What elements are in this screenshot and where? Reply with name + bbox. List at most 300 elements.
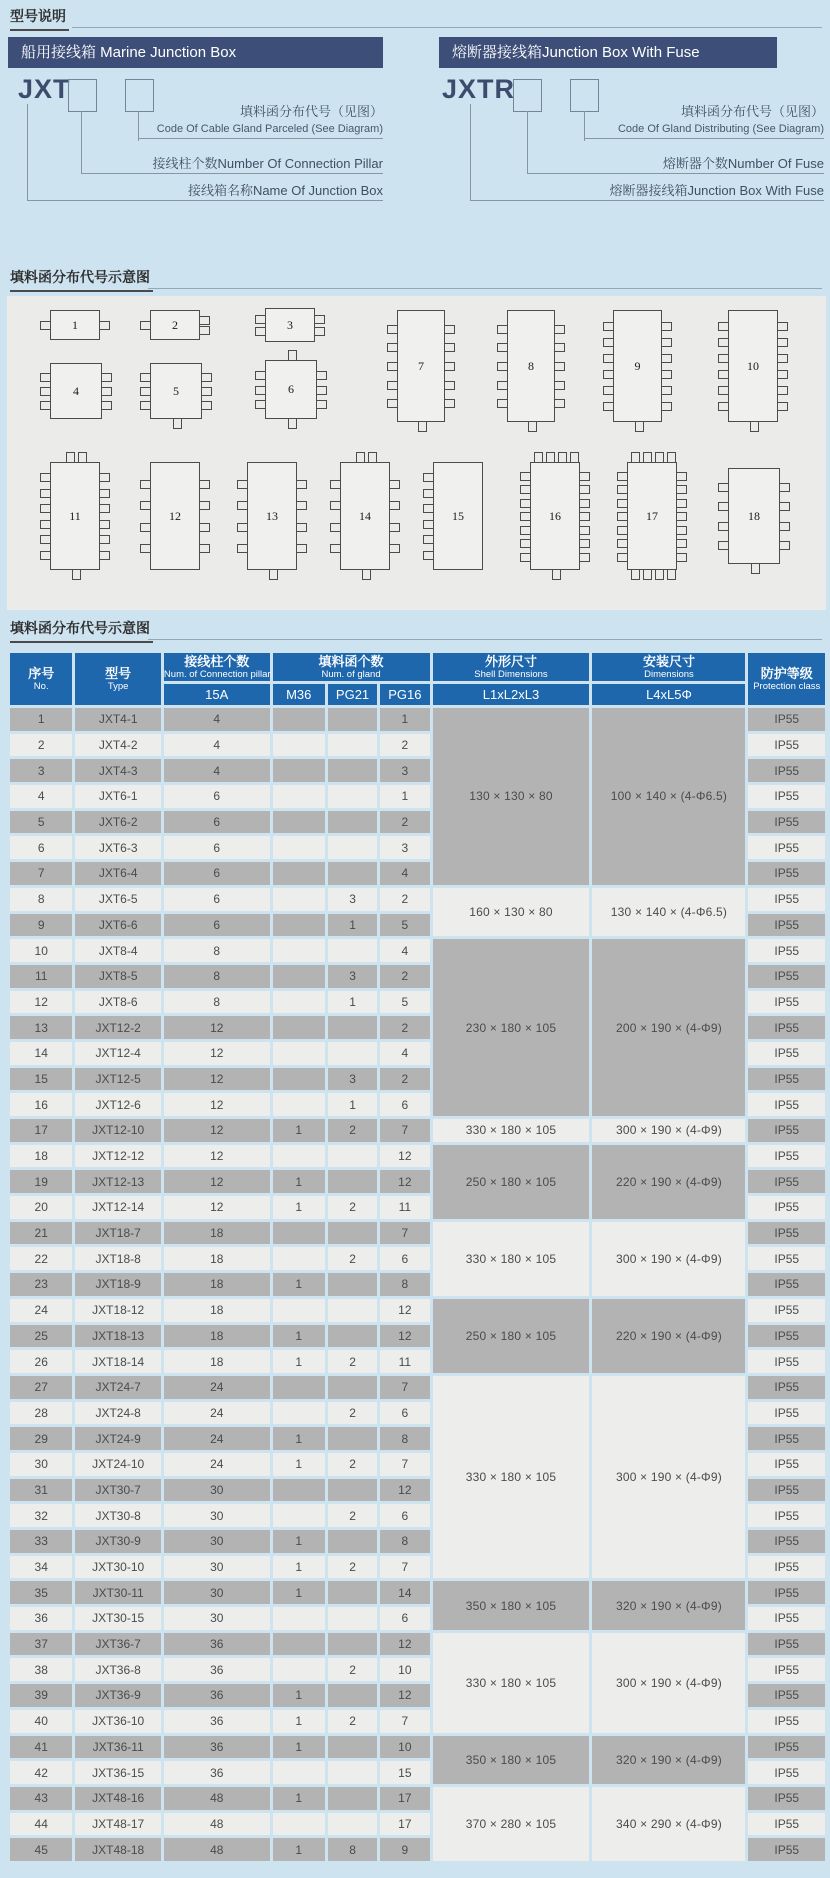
cell-protection: IP55 [748,862,825,885]
cell-type: JXT48-18 [75,1838,161,1861]
gland-tab [444,343,455,352]
cell-pg16: 12 [380,1299,429,1322]
gland-tab [40,473,51,482]
cell-15a: 36 [164,1633,270,1656]
cell-type: JXT18-9 [75,1273,161,1296]
gland-tab [661,338,672,347]
gland-tab [617,472,628,481]
gland-tab [779,483,790,492]
gland-tab [777,354,788,363]
gland-tab [423,535,434,544]
cell-no: 32 [10,1504,72,1527]
cell-pg16: 7 [380,1556,429,1579]
gland-code-number: 7 [418,359,424,373]
cell-no: 11 [10,965,72,988]
cell-protection: IP55 [748,1376,825,1399]
cell-protection: IP55 [748,1787,825,1810]
cell-shell-dim: 250 × 180 × 105 [433,1145,590,1219]
cell-m36 [273,1093,325,1116]
cell-m36 [273,888,325,911]
gland-tab [718,322,729,331]
gland-tab [718,338,729,347]
cell-pg21: 2 [328,1119,377,1142]
gland-code-number: 11 [69,509,81,523]
gland-code-number: 12 [169,509,181,523]
gland-code-box-3 [265,308,315,342]
cell-protection: IP55 [748,1299,825,1322]
gland-code-label-en: Code Of Cable Gland Parceled (See Diagram) [156,123,383,135]
gland-code-number: 15 [452,509,464,523]
gland-tab [423,473,434,482]
cell-no: 6 [10,836,72,859]
cell-pg21: 1 [328,1093,377,1116]
cell-15a: 8 [164,991,270,1014]
gland-tab [617,512,628,521]
gland-tab [617,553,628,562]
gland-tab [40,535,51,544]
cell-protection: IP55 [748,1710,825,1733]
table-row [10,1787,825,1810]
cell-type: JXT36-10 [75,1710,161,1733]
cell-pg21 [328,1170,377,1193]
cell-m36 [273,1145,325,1168]
cell-no: 14 [10,1042,72,1065]
gland-code-box-11 [50,462,100,570]
cell-pg21 [328,1299,377,1322]
cell-m36 [273,1607,325,1630]
cell-pg16: 4 [380,1042,429,1065]
gland-tab [78,452,87,463]
gland-tab [777,402,788,411]
marine-junction-box-bar: 船用接线箱 Marine Junction Box [8,37,383,68]
cell-type: JXT30-10 [75,1556,161,1579]
gland-tab [269,569,278,580]
gland-tab [534,452,543,463]
gland-tab [201,373,212,382]
cell-15a: 24 [164,1453,270,1476]
cell-15a: 12 [164,1068,270,1091]
cell-pg16: 3 [380,759,429,782]
cell-15a: 30 [164,1504,270,1527]
gland-tab [444,325,455,334]
cell-type: JXT36-9 [75,1684,161,1707]
cell-pg16: 2 [380,811,429,834]
gland-tab [140,501,151,510]
gland-tab [423,504,434,513]
cell-protection: IP55 [748,965,825,988]
gland-tab [99,489,110,498]
cell-15a: 12 [164,1170,270,1193]
cell-type: JXT4-2 [75,734,161,757]
cell-no: 24 [10,1299,72,1322]
cell-type: JXT30-9 [75,1530,161,1553]
cell-pg16: 7 [380,1376,429,1399]
cell-type: JXT8-5 [75,965,161,988]
cell-no: 9 [10,914,72,937]
cell-protection: IP55 [748,759,825,782]
cell-no: 33 [10,1530,72,1553]
cell-no: 17 [10,1119,72,1142]
cell-protection: IP55 [748,1016,825,1039]
gland-code-label-fuse-en: Code Of Gland Distributing (See Diagram) [617,123,824,135]
gland-tab [718,402,729,411]
gland-tab [296,523,307,532]
gland-tab [101,387,112,396]
cell-pg21 [328,734,377,757]
gland-tab [330,501,341,510]
cell-pg21 [328,1813,377,1836]
cell-m36 [273,1222,325,1245]
cell-mount-dim: 300 × 190 × (4-Φ9) [592,1633,745,1733]
gland-code-box-12 [150,462,200,570]
cell-pg21: 3 [328,888,377,911]
cell-15a: 30 [164,1607,270,1630]
gland-tab [603,354,614,363]
col-header-gland-zh: 填料函个数 [318,653,384,669]
gland-tab [718,386,729,395]
cell-pg21: 2 [328,1453,377,1476]
cell-type: JXT12-2 [75,1016,161,1039]
cell-type: JXT4-3 [75,759,161,782]
cell-15a: 4 [164,708,270,731]
cell-no: 13 [10,1016,72,1039]
cell-pg16: 9 [380,1838,429,1861]
col-header-gland-en: Num. of gland [321,668,381,680]
cell-protection: IP55 [748,1813,825,1836]
cell-protection: IP55 [748,708,825,731]
gland-tab [40,321,51,330]
cell-protection: IP55 [748,1504,825,1527]
model-code-jxtr: JXTR [442,74,516,104]
cell-m36: 1 [273,1196,325,1219]
cell-m36 [273,1068,325,1091]
gland-code-box-10 [728,310,778,422]
cell-protection: IP55 [748,785,825,808]
cell-15a: 18 [164,1299,270,1322]
gland-tab [288,418,297,429]
cell-pg16: 6 [380,1093,429,1116]
col-header-no-zh: 序号 [28,665,55,681]
cell-pg21: 2 [328,1196,377,1219]
gland-tab [570,452,579,463]
gland-tab [661,386,672,395]
gland-code-box-2 [150,310,200,340]
col-header-15a: 15A [164,684,270,705]
col-header-type [75,653,161,705]
gland-tab [140,373,151,382]
cell-no: 15 [10,1068,72,1091]
cell-no: 18 [10,1145,72,1168]
cell-15a: 30 [164,1479,270,1502]
cell-protection: IP55 [748,888,825,911]
cell-shell-dim: 350 × 180 × 105 [433,1736,590,1784]
cell-protection: IP55 [748,939,825,962]
cell-m36: 1 [273,1710,325,1733]
cell-type: JXT30-7 [75,1479,161,1502]
gland-tab [296,480,307,489]
gland-code-box-15 [433,462,483,570]
cell-m36 [273,1402,325,1425]
gland-tab [520,512,531,521]
gland-code-box-4 [50,363,102,419]
gland-code-box-9 [613,310,662,422]
gland-tab [603,386,614,395]
cell-pg16: 6 [380,1402,429,1425]
cell-15a: 6 [164,836,270,859]
cell-m36 [273,1376,325,1399]
cell-pg16: 2 [380,965,429,988]
gland-tab [520,472,531,481]
cell-no: 28 [10,1402,72,1425]
table-row [10,888,825,911]
gland-tab [777,338,788,347]
col-header-protection-zh: 防护等级 [760,665,813,681]
section-title-gland-diagram: 填料函分布代号示意图 [10,267,153,292]
cell-m36 [273,914,325,937]
cell-15a: 24 [164,1427,270,1450]
cell-no: 25 [10,1325,72,1348]
cell-shell-dim: 370 × 280 × 105 [433,1787,590,1861]
cell-mount-dim: 320 × 190 × (4-Φ9) [592,1736,745,1784]
gland-tab [676,512,687,521]
gland-tab [603,402,614,411]
cell-pg21: 3 [328,965,377,988]
title-rule [148,639,822,640]
cell-pg16: 10 [380,1658,429,1681]
gland-tab [40,387,51,396]
box-name-label: 接线箱名称Name Of Junction Box [27,181,383,201]
col-header-m36: M36 [273,684,325,705]
col-header-no [10,653,72,705]
gland-code-label-zh: 填料函分布代号（见图） [239,104,383,119]
cell-15a: 4 [164,759,270,782]
col-header-gland [273,653,430,681]
cell-m36 [273,1479,325,1502]
gland-tab [643,569,652,580]
cell-m36 [273,965,325,988]
cell-m36: 1 [273,1581,325,1604]
gland-code-label-fuse [584,103,824,139]
cell-15a: 6 [164,862,270,885]
gland-code-number: 14 [359,509,371,523]
gland-tab [497,362,508,371]
cell-type: JXT12-6 [75,1093,161,1116]
cell-15a: 18 [164,1350,270,1373]
gland-tab [554,343,565,352]
cell-m36 [273,939,325,962]
gland-tab [66,452,75,463]
cell-type: JXT18-13 [75,1325,161,1348]
cell-pg21 [328,811,377,834]
cell-type: JXT30-11 [75,1581,161,1604]
cell-type: JXT12-14 [75,1196,161,1219]
cell-pg21: 2 [328,1710,377,1733]
gland-tab [635,421,644,432]
gland-tab [617,499,628,508]
gland-tab [199,326,210,335]
section-title-model-description: 型号说明 [10,6,69,31]
cell-protection: IP55 [748,1196,825,1219]
cell-mount-dim: 300 × 190 × (4-Φ9) [592,1376,745,1579]
cell-15a: 18 [164,1273,270,1296]
cell-pg21 [328,1145,377,1168]
gland-tab [655,452,664,463]
cell-pg21: 2 [328,1556,377,1579]
gland-tab [40,504,51,513]
gland-tab [750,421,759,432]
cell-15a: 6 [164,785,270,808]
gland-tab [779,522,790,531]
gland-tab [617,526,628,535]
cell-15a: 48 [164,1787,270,1810]
gland-code-number: 8 [528,359,534,373]
cell-15a: 8 [164,965,270,988]
gland-tab [779,502,790,511]
cell-protection: IP55 [748,1093,825,1116]
col-header-pg16: PG16 [380,684,429,705]
gland-tab [237,480,248,489]
cell-type: JXT6-2 [75,811,161,834]
gland-tab [718,522,729,531]
gland-tab [99,504,110,513]
section-title-spec-table: 填料函分布代号示意图 [10,618,153,643]
cell-pg21 [328,1479,377,1502]
cell-15a: 12 [164,1196,270,1219]
cell-pg16: 7 [380,1453,429,1476]
gland-tab [497,343,508,352]
cell-protection: IP55 [748,1684,825,1707]
cell-protection: IP55 [748,1761,825,1784]
cell-type: JXT12-5 [75,1068,161,1091]
cell-pg16: 2 [380,1068,429,1091]
code-placeholder-box [513,79,542,112]
cell-m36: 1 [273,1350,325,1373]
gland-code-box-6 [265,360,317,419]
cell-15a: 6 [164,888,270,911]
cell-pg16: 15 [380,1761,429,1784]
cell-m36: 1 [273,1325,325,1348]
cell-15a: 12 [164,1093,270,1116]
cell-protection: IP55 [748,1170,825,1193]
gland-tab [389,544,400,553]
gland-tab [99,321,110,330]
cell-shell-dim: 330 × 180 × 105 [433,1376,590,1579]
gland-tab [140,523,151,532]
cell-pg16: 12 [380,1633,429,1656]
cell-no: 1 [10,708,72,731]
cell-shell-dim: 330 × 180 × 105 [433,1119,590,1142]
cell-type: JXT8-6 [75,991,161,1014]
cell-pg21: 2 [328,1247,377,1270]
gland-tab [316,400,327,409]
cell-type: JXT36-7 [75,1633,161,1656]
cell-15a: 12 [164,1119,270,1142]
gland-tab [661,370,672,379]
cell-protection: IP55 [748,1119,825,1142]
cell-no: 4 [10,785,72,808]
cell-protection: IP55 [748,1325,825,1348]
cell-15a: 6 [164,914,270,937]
table-row [10,708,825,731]
gland-tab [387,399,398,408]
gland-tab [579,539,590,548]
col-header-protection [748,653,825,705]
cell-pg16: 6 [380,1247,429,1270]
cell-mount-dim: 220 × 190 × (4-Φ9) [592,1145,745,1219]
cell-pg16: 7 [380,1710,429,1733]
cell-no: 27 [10,1376,72,1399]
cell-no: 12 [10,991,72,1014]
col-header-protection-en: Protection class [753,680,821,692]
cell-pg16: 6 [380,1607,429,1630]
cell-m36 [273,734,325,757]
table-row [10,1299,825,1322]
cell-type: JXT6-5 [75,888,161,911]
gland-tab [617,539,628,548]
gland-tab [99,551,110,560]
col-header-type-zh: 型号 [105,665,132,681]
cell-pg21 [328,1736,377,1759]
cell-m36 [273,1504,325,1527]
gland-tab [667,569,676,580]
cell-mount-dim: 200 × 190 × (4-Φ9) [592,939,745,1116]
cell-shell-dim: 330 × 180 × 105 [433,1633,590,1733]
gland-tab [718,541,729,550]
gland-code-box-14 [340,462,390,570]
cell-m36: 1 [273,1736,325,1759]
gland-tab [528,421,537,432]
cell-type: JXT12-10 [75,1119,161,1142]
gland-tab [579,553,590,562]
gland-tab [603,338,614,347]
cell-protection: IP55 [748,1350,825,1373]
cell-type: JXT18-12 [75,1299,161,1322]
cell-protection: IP55 [748,1530,825,1553]
cell-no: 22 [10,1247,72,1270]
cell-type: JXT24-9 [75,1427,161,1450]
cell-no: 2 [10,734,72,757]
gland-tab [718,354,729,363]
cell-pg16: 5 [380,914,429,937]
cell-pg21 [328,1427,377,1450]
col-header-pg21: PG21 [328,684,377,705]
gland-tab [497,325,508,334]
cell-no: 23 [10,1273,72,1296]
cell-pg21 [328,1376,377,1399]
cell-type: JXT18-7 [75,1222,161,1245]
fuse-junction-box-bar: 熔断器接线箱Junction Box With Fuse [439,37,777,68]
cell-mount-dim: 300 × 190 × (4-Φ9) [592,1222,745,1296]
cell-pg16: 1 [380,708,429,731]
gland-tab [173,418,182,429]
cell-pg16: 17 [380,1787,429,1810]
gland-tab [330,480,341,489]
cell-protection: IP55 [748,734,825,757]
cell-protection: IP55 [748,1042,825,1065]
gland-tab [199,316,210,325]
cell-pg21 [328,759,377,782]
cell-m36 [273,1299,325,1322]
gland-code-number: 2 [172,318,178,332]
cell-pg21: 2 [328,1350,377,1373]
gland-tab [718,370,729,379]
gland-tab [296,544,307,553]
gland-tab [199,480,210,489]
gland-tab [255,315,266,324]
gland-tab [356,452,365,463]
cell-m36: 1 [273,1530,325,1553]
cell-protection: IP55 [748,914,825,937]
